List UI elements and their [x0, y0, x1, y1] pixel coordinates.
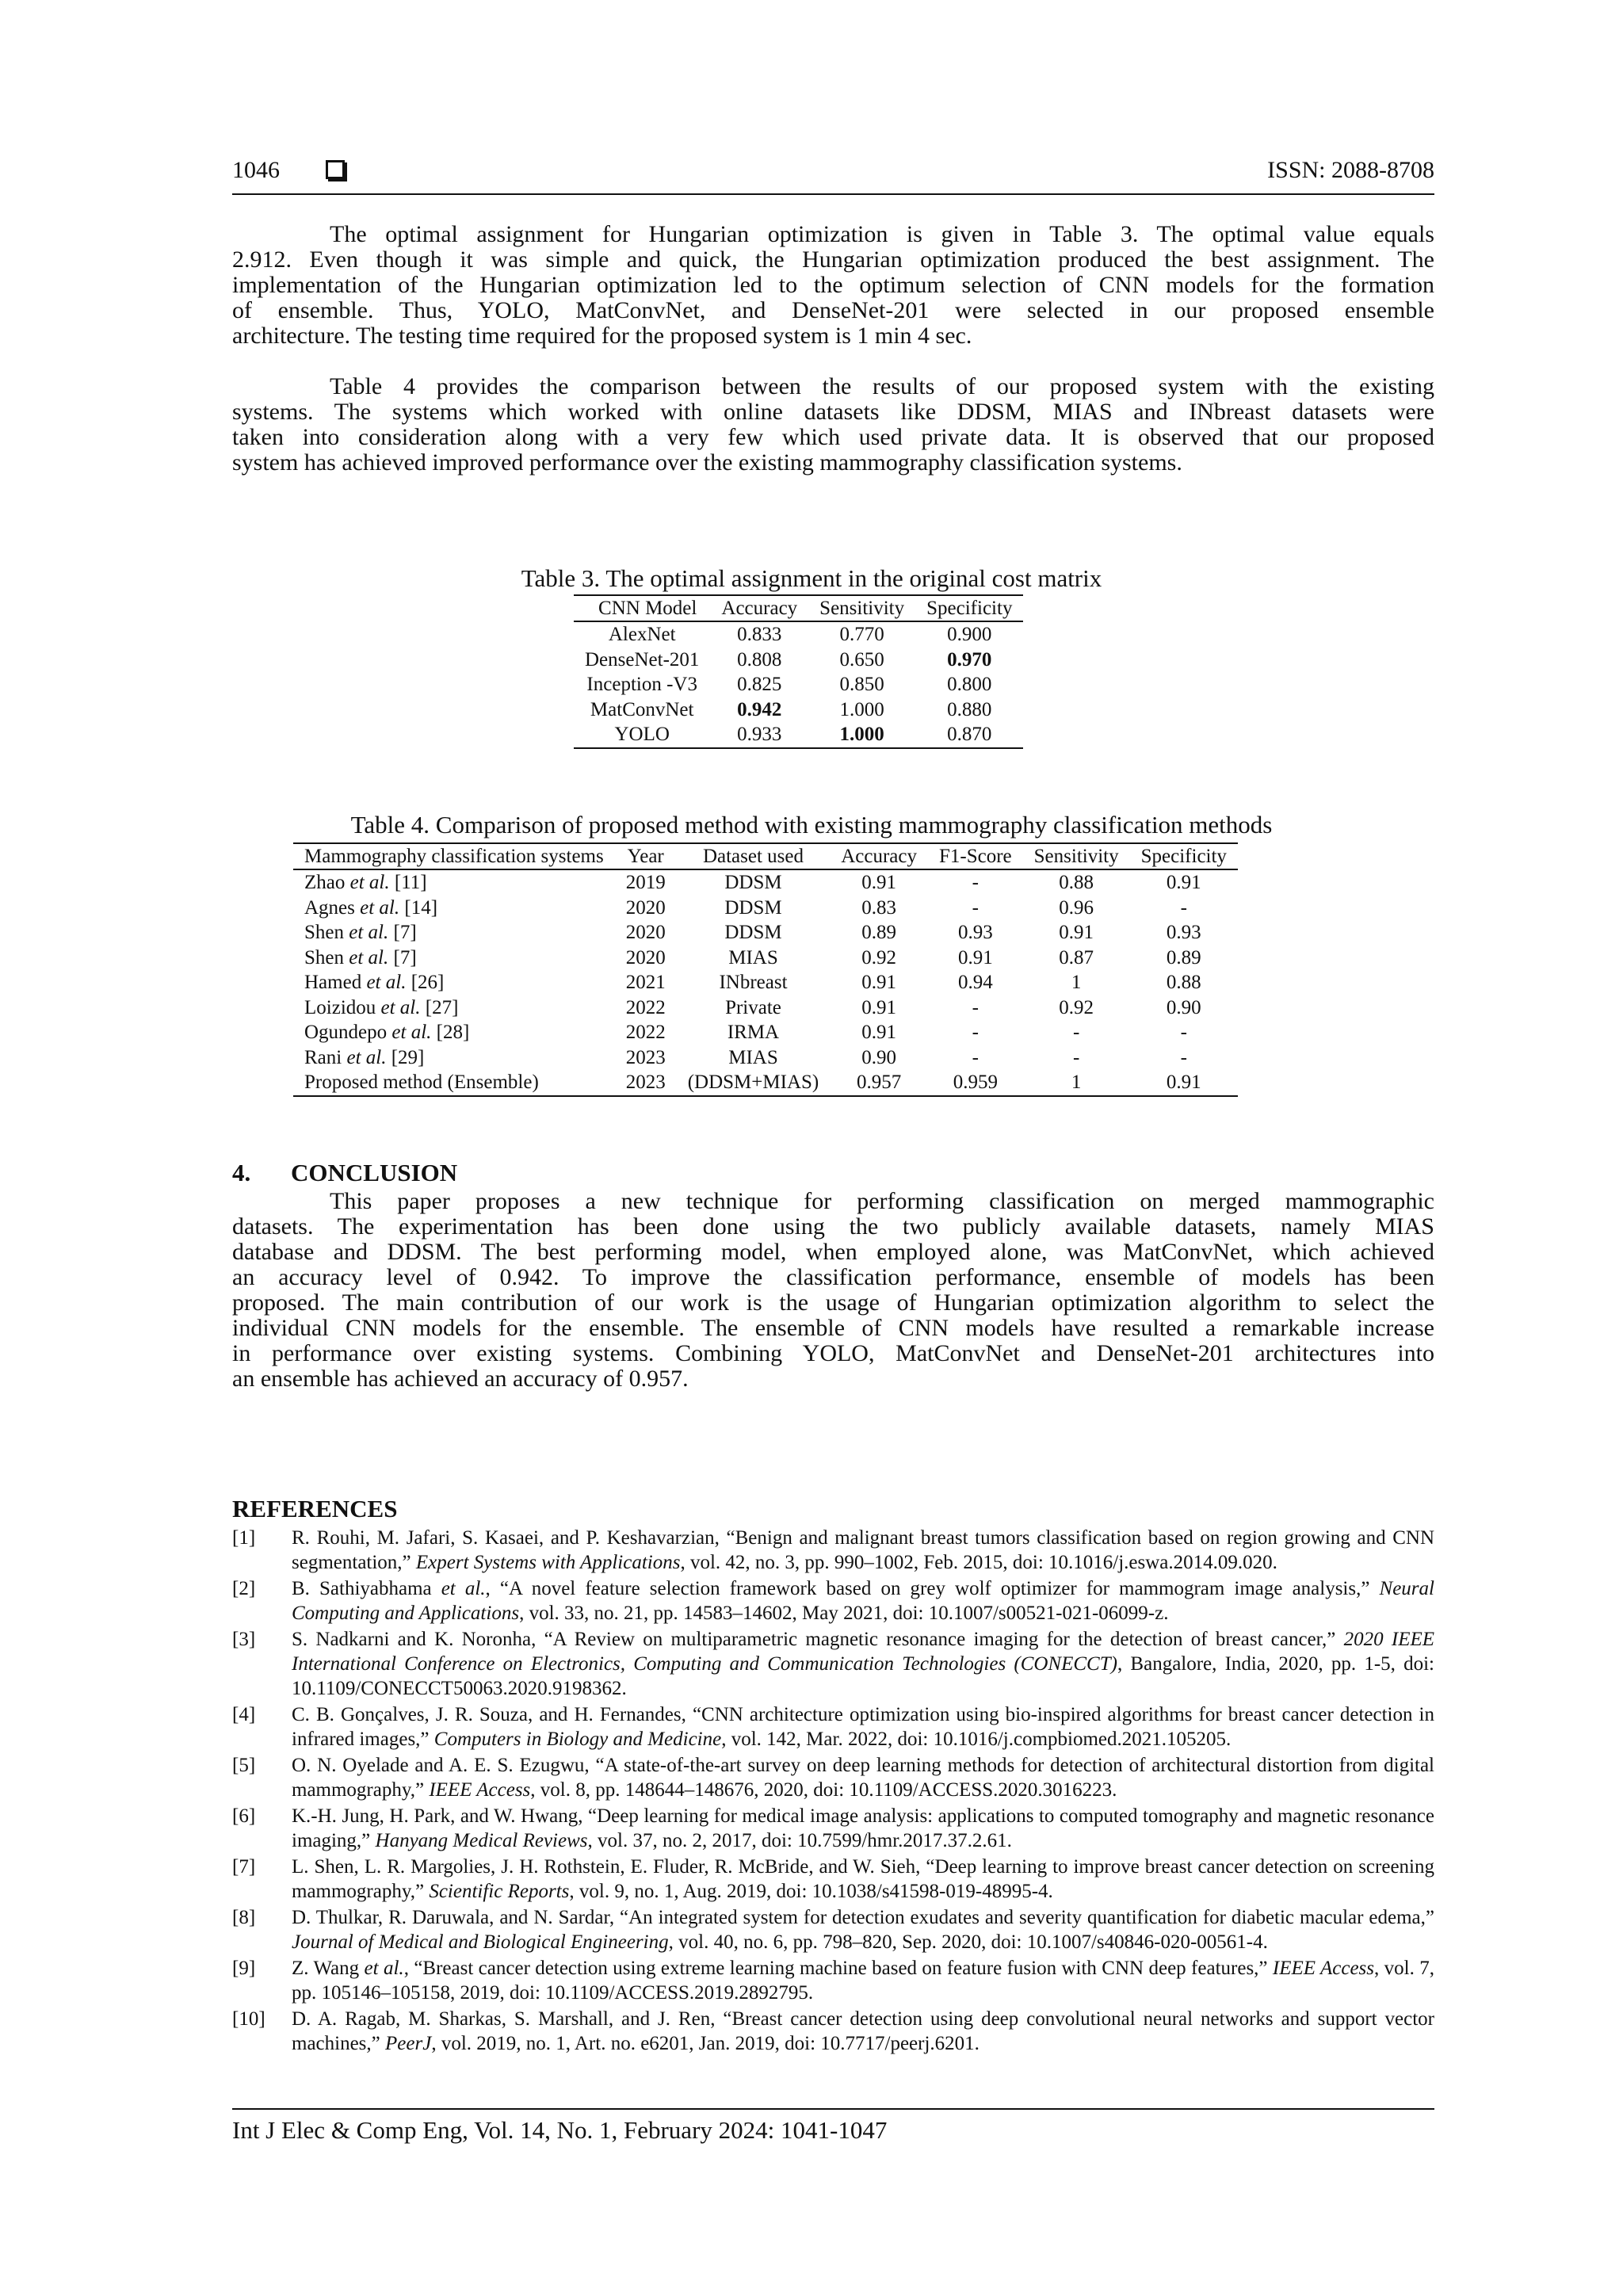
table-row: [293, 920, 1238, 946]
column-header: Dataset used: [677, 843, 831, 869]
column-header: F1-Score: [928, 843, 1023, 869]
text-line: architecture. The testing time required for the proposed system is 1 min 4 sec.: [232, 323, 972, 349]
table-cell: 0.808: [737, 648, 782, 670]
table-row: [293, 896, 1238, 921]
reference-item: [5] O. N. Oyelade and A. E. S. Ezugwu, “A state-of-the-art survey on deep learning methods for detection of architectural distortion from digital mammography,” IEEE Access, vol. 8, pp. 148644–148676, 2020, doi: 10.1109/ACCESS.2020.3016223.: [232, 1755, 1434, 1801]
table-cell: (DDSM+MIAS): [677, 1070, 831, 1096]
issn: ISSN: 2088-8708: [1267, 157, 1434, 183]
table-cell: 0.91: [861, 996, 896, 1018]
reference-item: [10] D. A. Ragab, M. Sharkas, S. Marshall, and J. Ren, “Breast cancer detection using deep convolutional neural networks and support vector machines,” PeerJ, vol. 2019, no. 1, Art. no. e6201, Jan. 2019, doi: 10.7717/peerj.6201.: [232, 2008, 1434, 2054]
text-line: in performance over existing systems. Combining YOLO, MatConvNet and DenseNet-201 architectures into: [232, 1340, 1434, 1366]
table-cell: INbreast: [719, 972, 788, 993]
table-cell: 0.957: [830, 1070, 928, 1096]
text-line: an ensemble has achieved an accuracy of 0.957.: [232, 1366, 689, 1392]
table-cell: DDSM: [724, 872, 782, 893]
table-cell: IRMA: [727, 1022, 780, 1043]
table-cell: 0.92: [1059, 996, 1094, 1018]
table-row: [574, 672, 1023, 697]
text-line: of ensemble. Thus, YOLO, MatConvNet, and DenseNet-201 were selected in our proposed ensemble: [232, 297, 1434, 323]
table-cell: 0.770: [839, 624, 884, 645]
table-cell: 0.91: [861, 972, 896, 993]
section-number: 4.: [232, 1159, 251, 1186]
table-header-row: [293, 843, 1238, 869]
table-row: [574, 648, 1023, 673]
table-cell: 0.93: [957, 922, 993, 943]
text-line: individual CNN models for the ensemble. The ensemble of CNN models have resulted a remarkable increase: [232, 1315, 1434, 1341]
table-cell: 0.850: [839, 674, 884, 695]
text-line: Table 4 provides the comparison between the results of our proposed system with the existing: [330, 373, 1434, 399]
reference-item: [4] C. B. Gonçalves, J. R. Souza, and H. Fernandes, “CNN architecture optimization using bio-inspired algorithms for breast cancer detection in infrared images,” Computers in Biology and Medicine, vol. 142, Mar. 2022, doi: 10.1016/j.compbiomed.2021.105205.: [232, 1704, 1434, 1750]
table-cell: 2021: [625, 972, 666, 993]
table-cell: 2020: [625, 946, 666, 968]
table-cell: 0.825: [737, 674, 782, 695]
table-cell: 0.870: [915, 722, 1023, 748]
reference-item: [7] L. Shen, L. R. Margolies, J. H. Rothstein, E. Fluder, R. McBride, and W. Sieh, “Deep learning to improve breast cancer detection on screening mammography,” Scientific Reports, vol. 9, no. 1, Aug. 2019, doi: 10.1038/s41598-019-48995-4.: [232, 1856, 1434, 1902]
running-footer: Int J Elec & Comp Eng, Vol. 14, No. 1, February 2024: 1041-1047: [232, 2108, 1434, 2145]
text-line: an accuracy level of 0.942. To improve the classification performance, ensemble of models has been: [232, 1264, 1434, 1290]
table-cell: 0.91: [861, 872, 896, 893]
text-line: systems. The systems which worked with online datasets like DDSM, MIAS and INbreast datasets were: [232, 399, 1434, 425]
table-row: [574, 722, 1023, 748]
running-header: [232, 154, 1434, 195]
reference-item: [3] S. Nadkarni and K. Noronha, “A Review on multiparametric magnetic resonance imaging for the detection of breast cancer,” 2020 IEEE International Conference on Electronics, Computing and Communication Technologies (CONECCT), Bangalore, India, 2020, pp. 1-5, doi: 10.1109/CONECCT50063.2020.9198362.: [232, 1629, 1435, 1699]
text-line: 2.912. Even though it was simple and quick, the Hungarian optimization produced the best assignment. The: [232, 246, 1434, 273]
table-cell: DDSM: [724, 896, 782, 919]
table-cell: 0.89: [1166, 946, 1201, 968]
table-cell: 0.96: [1059, 896, 1094, 919]
table-row: [293, 1020, 1238, 1045]
table-cell: -: [972, 1022, 979, 1043]
table-cell: 1.000: [839, 698, 884, 720]
table-cell-bold: 0.970: [947, 648, 992, 670]
table-cell: 0.90: [1166, 996, 1201, 1018]
table-cell: 0.959: [928, 1070, 1023, 1096]
column-header: Accuracy: [710, 595, 808, 621]
table-cell: 0.94: [957, 972, 993, 993]
table-row: [293, 1070, 1238, 1096]
table-cell: -: [972, 896, 979, 919]
text-line: system has achieved improved performance over the existing mammography classification systems.: [232, 449, 1182, 476]
table-cell: 0.91: [1059, 922, 1094, 943]
table-cell: -: [972, 872, 979, 893]
column-header: Year: [615, 843, 677, 869]
reference-item: [1] R. Rouhi, M. Jafari, S. Kasaei, and P. Keshavarzian, “Benign and malignant breast tumors classification based on region growing and CNN segmentation,” Expert Systems with Applications, vol. 42, no. 3, pp. 990–1002, Feb. 2015, doi: 10.1016/j.eswa.2014.09.020.: [232, 1527, 1434, 1573]
table-cell: -: [1180, 1046, 1187, 1068]
table-cell: 2022: [625, 996, 666, 1018]
table-cell: 0.833: [737, 624, 782, 645]
table-row: [293, 1045, 1238, 1071]
table-cell: 0.87: [1059, 946, 1094, 968]
table-cell: 0.900: [947, 624, 992, 645]
table-cell: Ogundepo et al. [28]: [304, 1022, 470, 1043]
table-cell: Agnes et al. [14]: [304, 896, 438, 919]
table-cell: -: [1180, 896, 1187, 919]
table-cell: 0.880: [947, 698, 992, 720]
column-header: Mammography classification systems: [293, 843, 615, 869]
table-row: [293, 970, 1238, 995]
column-header: Sensitivity: [1023, 843, 1130, 869]
table-cell: MatConvNet: [590, 698, 694, 720]
column-header: Accuracy: [830, 843, 928, 869]
reference-item: [9] Z. Wang et al., “Breast cancer detection using extreme learning machine based on feature fusion with CNN deep features,” IEEE Access, vol. 7, pp. 105146–105158, 2019, doi: 10.1109/ACCESS.2019.2892795.: [232, 1958, 1434, 2004]
column-header: Sensitivity: [808, 595, 915, 621]
table-cell-bold: 0.942: [737, 698, 782, 720]
table-cell: 0.93: [1166, 922, 1201, 943]
references-heading: REFERENCES: [232, 1495, 398, 1522]
table-cell: 0.800: [947, 674, 992, 695]
table-cell: 0.91: [957, 946, 993, 968]
text-line: proposed. The main contribution of our work is the usage of Hungarian optimization algorithm to select the: [232, 1289, 1434, 1316]
table-cell: Rani et al. [29]: [304, 1046, 425, 1068]
reference-item: [2] B. Sathiyabhama et al., “A novel feature selection framework based on grey wolf optimizer for mammogram image analysis,” Neural Computing and Applications, vol. 33, no. 21, pp. 14583–14602, May 2021, doi: 10.1007/s00521-021-06099-z.: [232, 1578, 1434, 1624]
table-cell: Shen et al. [7]: [304, 922, 417, 943]
table-cell: -: [972, 1046, 979, 1068]
table-cell: MIAS: [728, 1046, 778, 1068]
page-number: 1046: [232, 157, 280, 183]
paragraph-comparison: [232, 374, 1434, 476]
table-cell: DDSM: [724, 922, 782, 943]
column-header: CNN Model: [574, 595, 710, 621]
table-cell: 2022: [625, 1022, 666, 1043]
table-cell: 2019: [625, 872, 666, 893]
table-row: [574, 621, 1023, 648]
table-cell: YOLO: [574, 722, 710, 748]
table-cell: -: [1072, 1022, 1080, 1043]
text-line: datasets. The experimentation has been done using the two publicly available datasets, namely MIAS: [232, 1213, 1434, 1240]
text-line: This paper proposes a new technique for performing classification on merged mammographic: [330, 1188, 1434, 1214]
table-cell: DenseNet-201: [585, 648, 700, 670]
table-cell: Private: [725, 996, 781, 1018]
table-cell: 0.91: [861, 1022, 896, 1043]
table-cell: 0.88: [1166, 972, 1201, 993]
table-cell: Shen et al. [7]: [304, 946, 417, 968]
table-cell: -: [972, 996, 979, 1018]
paragraph-conclusion: [232, 1189, 1434, 1392]
table-cell: Inception -V3: [586, 674, 697, 695]
table-cell: Zhao et al. [11]: [304, 872, 427, 893]
table-cell: 2023: [625, 1046, 666, 1068]
table-cell: 2020: [625, 896, 666, 919]
table-cell: 0.83: [861, 896, 896, 919]
table-row: [574, 697, 1023, 723]
table-cell: -: [1072, 1046, 1080, 1068]
table-cell: 0.650: [839, 648, 884, 670]
table-row: [293, 869, 1238, 896]
table-cell: 0.91: [1166, 872, 1201, 893]
text-line: The optimal assignment for Hungarian optimization is given in Table 3. The optimal value equals: [330, 221, 1434, 247]
table-cell: 1: [1071, 972, 1082, 993]
table-cell: 0.91: [1130, 1070, 1238, 1096]
table3: [574, 594, 1023, 749]
table-cell: 2020: [625, 922, 666, 943]
column-header: Specificity: [915, 595, 1023, 621]
table-cell: 0.89: [861, 922, 896, 943]
table-cell: 0.90: [861, 1046, 896, 1068]
table-row: [293, 946, 1238, 971]
paragraph-hungarian: [232, 222, 1434, 349]
reference-item: [8] D. Thulkar, R. Daruwala, and N. Sardar, “An integrated system for detection exudates and severity quantification for diabetic macular edema,” Journal of Medical and Biological Engineering, vol. 40, no. 6, pp. 798–820, Sep. 2020, doi: 10.1007/s40846-020-00561-4.: [232, 1907, 1434, 1953]
table4-caption: Table 4. Comparison of proposed method with existing mammography classification methods: [350, 811, 1273, 839]
table3-caption: Table 3. The optimal assignment in the original cost matrix: [521, 564, 1102, 592]
section-heading: [232, 1159, 457, 1187]
table-cell: -: [1180, 1022, 1187, 1043]
table-cell: 0.88: [1059, 872, 1094, 893]
references-list: [232, 1526, 1434, 2057]
text-line: database and DDSM. The best performing model, when employed alone, was MatConvNet, which achieved: [232, 1239, 1434, 1265]
table-cell: Hamed et al. [26]: [304, 972, 445, 993]
text-line: taken into consideration along with a very few which used private data. It is observed that our proposed: [232, 424, 1434, 450]
section-title: CONCLUSION: [291, 1159, 458, 1186]
table-header-row: [574, 595, 1023, 621]
square-bullet-icon: [326, 160, 345, 179]
table-cell-bold: 1.000: [808, 722, 915, 748]
table-cell: Loizidou et al. [27]: [304, 996, 459, 1018]
column-header: Specificity: [1130, 843, 1238, 869]
table-cell: 0.92: [861, 946, 896, 968]
table-cell: AlexNet: [608, 624, 676, 645]
table-cell: MIAS: [728, 946, 778, 968]
table-cell: 1: [1023, 1070, 1130, 1096]
table-cell: 2023: [615, 1070, 677, 1096]
table-cell: Proposed method (Ensemble): [293, 1070, 615, 1096]
reference-item: [6] K.-H. Jung, H. Park, and W. Hwang, “Deep learning for medical image analysis: applications to computed tomography and magnetic resonance imaging,” Hanyang Medical Reviews, vol. 37, no. 2, 2017, doi: 10.7599/hmr.2017.37.2.61.: [232, 1805, 1434, 1851]
text-line: implementation of the Hungarian optimization led to the optimum selection of CNN models for the formation: [232, 272, 1434, 298]
table-cell: 0.933: [710, 722, 808, 748]
table-row: [293, 995, 1238, 1021]
table4: [293, 842, 1238, 1097]
